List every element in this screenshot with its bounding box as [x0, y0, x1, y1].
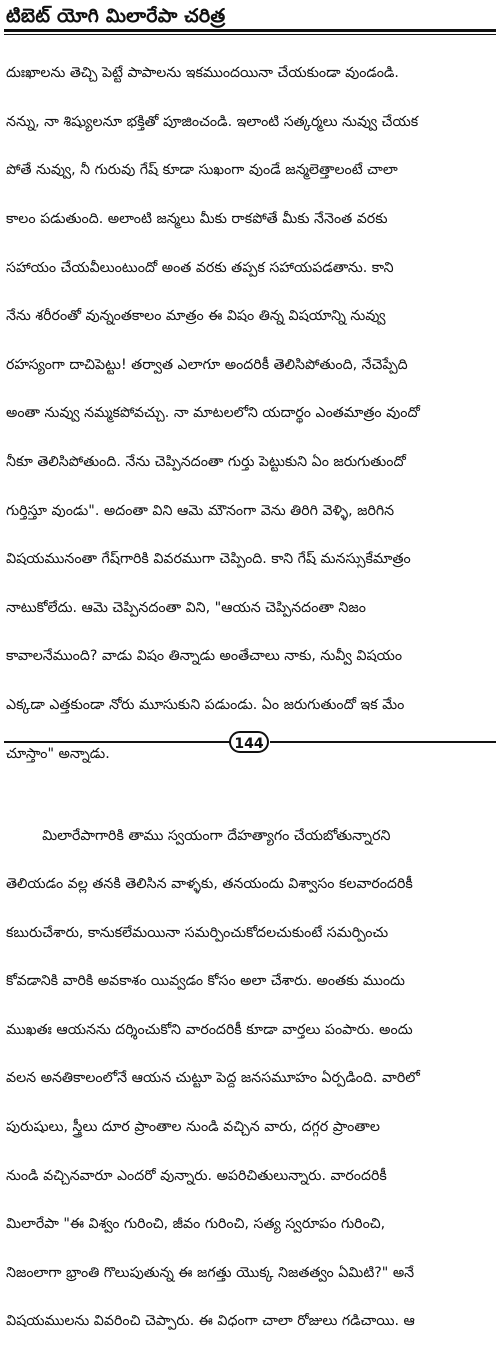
- text-line: మిలారేపాగారికి తాము స్వయంగా దేహత్యాగం చేయబోతున్నారని: [6, 827, 391, 844]
- text-line: పోతే నువ్వు, నీ గురువు గేష్ కూడా సుఖంగా వుండే జన్మలెత్తాలంటే చాలా: [6, 162, 398, 179]
- header-rule-thin: [4, 34, 496, 35]
- text-line: విషయములను వివరించి చెప్పారు. ఈ విధంగా చాలా రోజులు గడిచాయి. ఆ: [6, 1313, 415, 1330]
- footer-rule: [270, 741, 496, 743]
- text-line: కోవడానికి వారికి అవకాశం యివ్వడం కోసం అలా చేశారు. అంతకు ముందు: [6, 973, 405, 990]
- paragraph: [6, 799, 494, 1358]
- text-line: నాటుకోలేదు. ఆమె చెప్పినదంతా విని, "ఆయన చెప్పినదంతా నిజం: [6, 599, 366, 616]
- text-line: విషయమునంతా గేష్‌గారికి వివరముగా చెప్పింది. కాని గేష్ మనస్సుకేమాత్రం: [6, 551, 411, 568]
- body-text: [6, 37, 494, 1358]
- text-line: నన్ను, నా శిష్యులనూ భక్తితో పూజించండి. ఇలాంటి సత్కర్మలు నువ్వు చేయక: [6, 113, 419, 130]
- page-number-badge: 144: [229, 731, 269, 753]
- text-line: నేను శరీరంతో వున్నంతకాలం మాత్రం ఈ విషం తిన్న విషయాన్ని నువ్వు: [6, 308, 386, 325]
- paragraph: [6, 37, 494, 790]
- text-line: కాలం పడుతుంది. అలాంటి జన్మలు మీకు రాకపోతే మీకు నేనెంత వరకు: [6, 211, 388, 228]
- text-line: మిలారేపా "ఈ విశ్వం గురించి, జీవం గురించి, సత్య స్వరూపం గురించి,: [6, 1216, 386, 1233]
- text-line: నీకూ తెలిసిపోతుంది. నేను చెప్పినదంతా గుర్తు పెట్టుకుని ఏం జరుగుతుందో: [6, 454, 406, 471]
- text-line: ఎక్కడా ఎత్తకుండా నోరు మూసుకుని పడుండు. ఏం జరుగుతుందో ఇక మేం: [6, 697, 405, 714]
- header-rule: [4, 29, 496, 32]
- text-line: అంతా నువ్వు నమ్మకపోవచ్చు. నా మాటలలోని యదార్థం ఎంతమాత్రం వుందో: [6, 405, 420, 422]
- text-line: కావాలనేముంది? వాడు విషం తిన్నాడు అంతేచాలు నాకు, నువ్వీ విషయం: [6, 648, 403, 665]
- footer-rule: [4, 741, 230, 743]
- text-line: తెలియడం వల్ల తనకి తెలిసిన వాళ్ళకు, తనయందు విశ్వాసం కలవారందరికీ: [6, 876, 413, 893]
- text-line: నిజంలాగా భ్రాంతి గొలుపుతున్న ఈ జగత్తు యొక్క నిజతత్వం ఏమిటి?" అనే: [6, 1264, 415, 1281]
- text-line: సహాయం చేయవీలుంటుందో అంత వరకు తప్పక సహాయపడతాను. కాని: [6, 259, 394, 276]
- text-line: వలన అనతికాలంలోనే ఆయన చుట్టూ పెద్ద జనసమూహం ఏర్పడింది. వారిలో: [6, 1070, 420, 1087]
- running-header: [4, 2, 496, 32]
- book-title: టిబెట్ యోగి మిలారేపా చరిత్ర: [6, 5, 226, 27]
- text-line: ముఖతః ఆయనను దర్శించుకోని వారందరికీ కూడా వార్తలు పంపారు. అందు: [6, 1021, 413, 1038]
- text-line: చూస్తాం" అన్నాడు.: [6, 745, 110, 762]
- text-line: కబురుచేశారు, కానుకలేమయినా సమర్పించుకోదలచుకుంటే సమర్పించు: [6, 924, 389, 941]
- text-line: రహస్యంగా దాచిపెట్టు! తర్వాత ఎలాగూ అందరికీ తెలిసిపోతుంది, నేచెప్పేది: [6, 356, 408, 373]
- text-line: దుఃఖాలను తెచ్చి పెట్టే పాపాలను ఇకముందయినా చేయకుండా వుండండి.: [6, 65, 399, 82]
- text-line: పురుషులు, స్త్రీలు దూర ప్రాంతాల నుండి వచ్చిన వారు, దగ్గర ప్రాంతాల: [6, 1119, 380, 1136]
- text-line: గుర్తిస్తూ వుండు". అదంతా విని ఆమె మౌనంగా వెను తిరిగి వెళ్ళి, జరిగిన: [6, 502, 395, 519]
- text-line: నుండి వచ్చినవారూ ఎందరో వున్నారు. అపరిచితులున్నారు. వారందరికీ: [6, 1167, 387, 1184]
